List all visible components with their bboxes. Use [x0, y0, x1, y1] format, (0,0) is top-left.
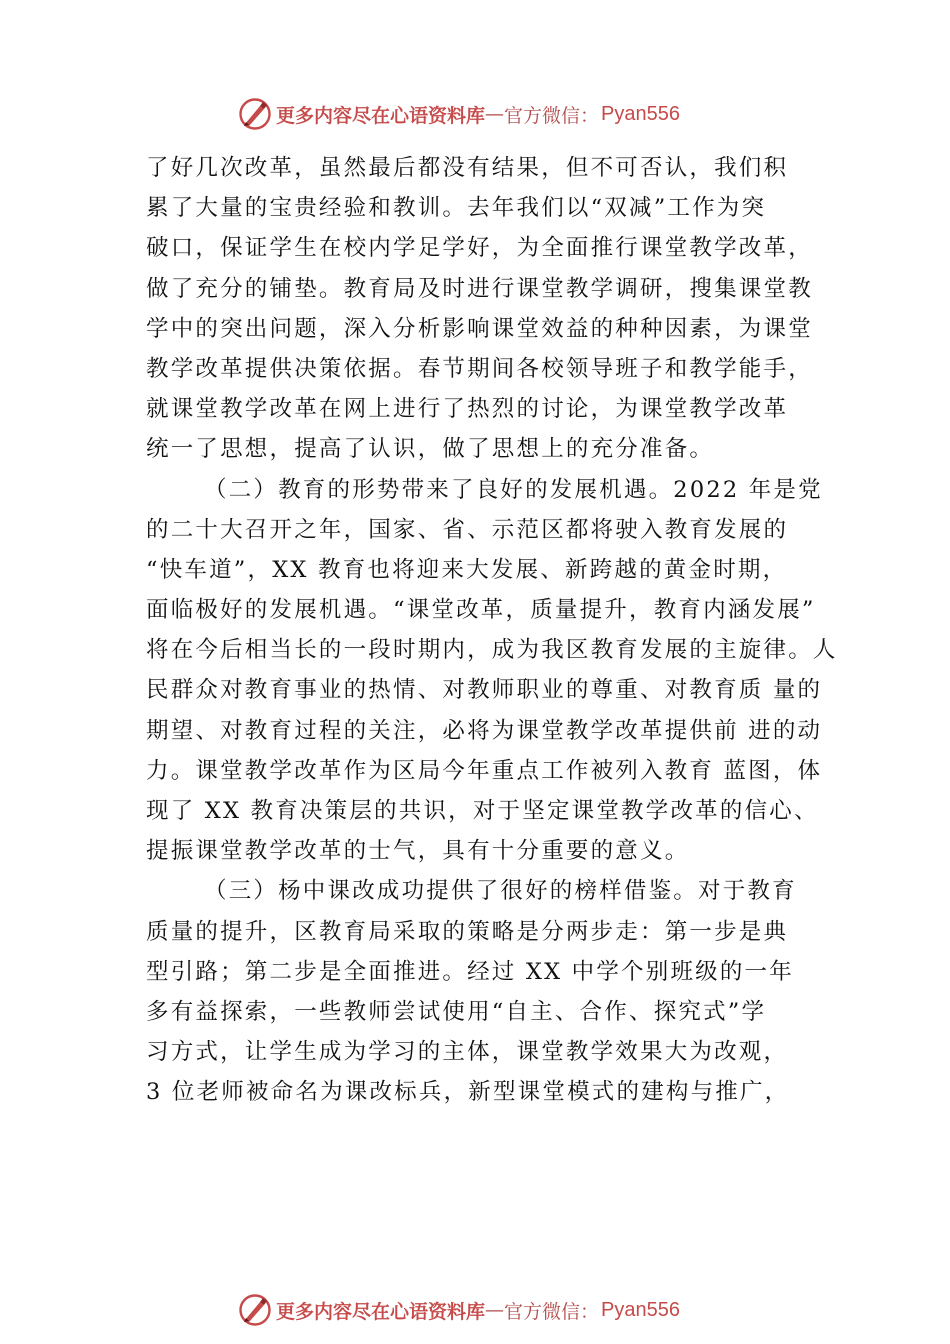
- body-line: 多有益探索，一些教师尝试使用“自主、合作、探究式”学: [146, 998, 767, 1025]
- body-line: 期望、对教育过程的关注，必将为课堂教学改革提供前 进的动: [146, 717, 823, 744]
- watermark-brand: 更多内容尽在心语资料库: [276, 1300, 486, 1323]
- header-watermark: [238, 96, 680, 132]
- body-line: 3 位老师被命名为课改标兵，新型课堂模式的建构与推广，: [146, 1079, 790, 1106]
- body-line: 现了 XX 教育决策层的共识，对于坚定课堂教学改革的信心、: [146, 798, 819, 824]
- body-line: 将在今后相当长的一段时期内，成为我区教育发展的主旋律。人: [146, 637, 838, 664]
- body-line: 习方式，让学生成为学习的主体，课堂教学效果大为改观，: [146, 1039, 789, 1066]
- watermark-wechat-id: Pyan556: [601, 1298, 680, 1321]
- pen-logo-icon: [238, 97, 272, 131]
- body-line: 做了充分的铺垫。教育局及时进行课堂教学调研，搜集课堂教: [146, 275, 813, 302]
- body-line: 就课堂教学改革在网上进行了热烈的讨论，为课堂教学改革: [146, 396, 789, 423]
- body-line: 教学改革提供决策依据。春节期间各校领导班子和教学能手，: [146, 355, 813, 382]
- body-line: 质量的提升，区教育局采取的策略是分两步走：第一步是典: [146, 918, 789, 945]
- body-line: 型引路；第二步是全面推进。经过 XX 中学个别班级的一年: [146, 958, 794, 985]
- body-line: 面临极好的发展机遇。“课堂改革，质量提升，教育内涵发展”: [146, 597, 816, 624]
- body-line: 民群众对教育事业的热情、对教师职业的尊重、对教育质 量的: [146, 677, 823, 704]
- body-line: 学中的突出问题，深入分析影响课堂效益的种种因素，为课堂: [146, 315, 813, 342]
- watermark-brand: 更多内容尽在心语资料库: [276, 104, 486, 127]
- body-line: 了好几次改革，虽然最后都没有结果，但不可否认，我们积: [146, 155, 789, 181]
- pen-logo-icon: [238, 1293, 272, 1327]
- watermark-wechat-id: Pyan556: [601, 102, 680, 125]
- watermark-label: 官方微信：: [504, 1300, 600, 1323]
- watermark-dash: —: [485, 103, 505, 125]
- body-line: 累了大量的宝贵经验和教训。去年我们以“双减”工作为突: [146, 195, 767, 222]
- footer-watermark: [238, 1292, 680, 1328]
- watermark-dash: —: [485, 1299, 505, 1321]
- section-heading-line: （二）教育的形势带来了良好的发展机遇。2022 年是党: [204, 476, 823, 503]
- section-heading-line: （三）杨中课改成功提供了很好的榜样借鉴。对于教育: [204, 878, 797, 905]
- body-line: 的二十大召开之年，国家、省、示范区都将驶入教育发展的: [146, 516, 789, 543]
- body-line: 统一了思想，提高了认识，做了思想上的充分准备。: [146, 436, 715, 463]
- body-line: 提振课堂教学改革的士气，具有十分重要的意义。: [146, 838, 690, 865]
- watermark-label: 官方微信：: [504, 104, 600, 127]
- body-line: 力。课堂教学改革作为区局今年重点工作被列入教育 蓝图，体: [146, 757, 823, 784]
- body-line: “快车道”，XX 教育也将迎来大发展、新跨越的黄金时期，: [146, 556, 788, 583]
- document-body: [146, 148, 836, 1113]
- body-line: 破口，保证学生在校内学足学好，为全面推行课堂教学改革，: [146, 235, 813, 262]
